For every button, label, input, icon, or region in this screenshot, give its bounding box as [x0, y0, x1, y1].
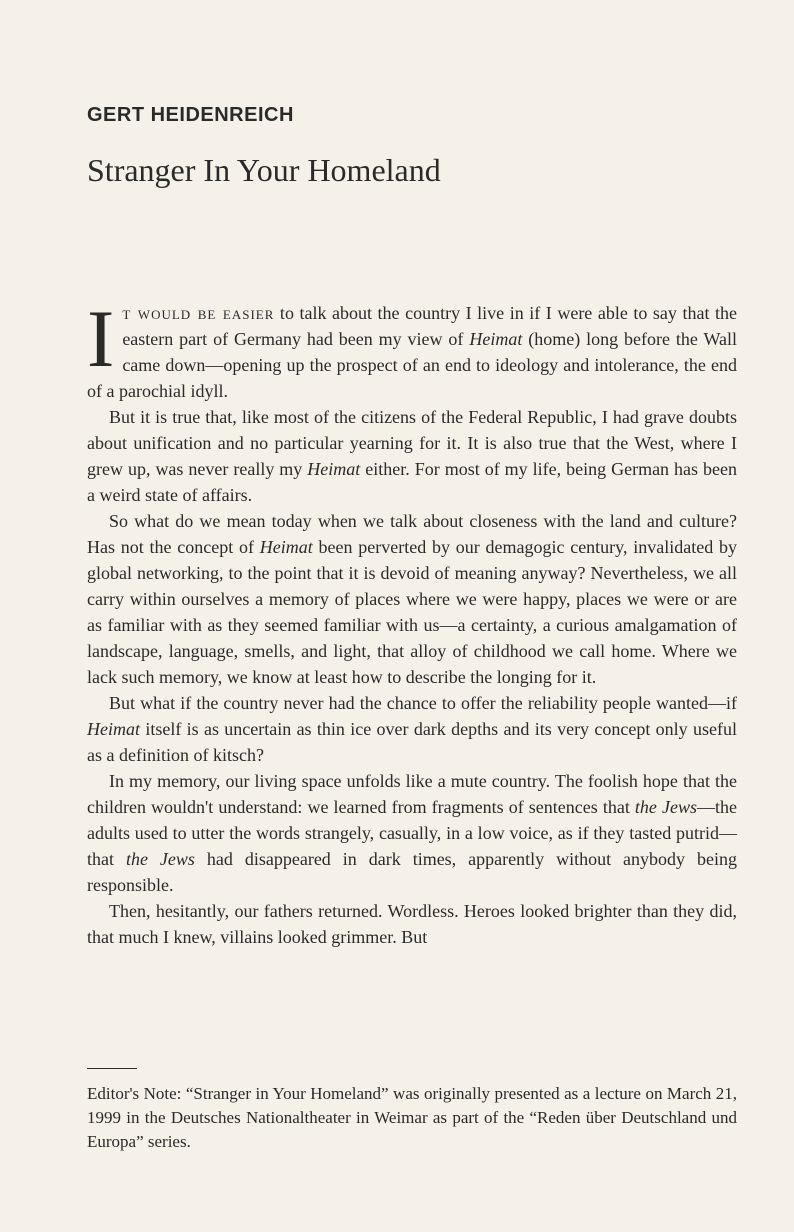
author-name: GERT HEIDENREICH	[87, 104, 294, 126]
paragraph-5-text-3: had disappeared in dark times, apparently without anybody being responsible.	[87, 849, 738, 895]
editor-footnote	[87, 1082, 737, 1154]
paragraph-1-text: to talk about the country I live in if I were able to say that the eastern part of Germany had been my view of	[122, 303, 737, 349]
paragraph-2	[87, 404, 737, 508]
paragraph-3	[87, 508, 737, 690]
italic-heimat: Heimat	[259, 537, 313, 557]
paragraph-3-text-2: been perverted by our demagogic century, invalidated by global networking, to the point that it is devoid of meaning anyway? Nevertheless, we all carry within ourselves a memory of places where we were happy, places we were or are as familiar with as they seemed familiar with us—a certainty, a curious amalgamation of landscape, language, smells, and light, that alloy of childhood we call home. Where we lack such memory, we know at least how to describe the longing for it.	[87, 537, 737, 687]
paragraph-5	[87, 768, 737, 898]
paragraph-6: Then, hesitantly, our fathers returned. Wordless. Heroes looked brighter than they did, that much I knew, villains looked grimmer. But	[87, 901, 737, 947]
italic-heimat: Heimat	[307, 459, 361, 479]
paragraph-5-text-2: —the adults used to utter the words strangely, casually, in a low voice, as if they tasted putrid—that	[87, 797, 737, 869]
italic-the-jews: the Jews	[125, 849, 195, 869]
opening-small-caps: t would be easier	[122, 303, 275, 323]
paragraph-5-text: In my memory, our living space unfolds like a mute country. The foolish hope that the children wouldn't understand: we learned from fragments of sentences that	[87, 771, 737, 817]
paragraph-1-text-2: (home) long before the Wall came down—opening up the prospect of an end to ideology and intolerance, the end of a parochial idyll.	[87, 329, 737, 401]
paragraph-2-text: But it is true that, like most of the citizens of the Federal Republic, I had grave doubts about unification and no particular yearning for it. It is also true that the West, where I grew up, was never really my	[87, 407, 737, 479]
italic-heimat: Heimat	[469, 329, 523, 349]
paragraph-2-text-2: either. For most of my life, being German has been a weird state of affairs.	[87, 459, 737, 505]
italic-heimat: Heimat	[87, 719, 140, 739]
drop-cap: I	[87, 293, 115, 384]
paragraph-1	[87, 293, 737, 404]
essay-title: Stranger In Your Homeland	[87, 152, 441, 188]
paragraph-4-text-2: itself is as uncertain as thin ice over dark depths and its very concept only useful as a definition of kitsch?	[87, 719, 737, 765]
paragraph-4-text: But what if the country never had the chance to offer the reliability people wanted—if	[109, 693, 737, 713]
paragraph-3-text: So what do we mean today when we talk about closeness with the land and culture? Has not the concept of	[87, 511, 737, 557]
italic-the-jews: the Jews	[634, 797, 697, 817]
footnote-rule	[87, 1068, 137, 1069]
paragraph-4	[87, 690, 737, 768]
essay-body	[87, 293, 738, 950]
footnote-text: Editor's Note: “Stranger in Your Homeland” was originally presented as a lecture on March 21, 1999 in the Deutsches Nationaltheater in Weimar as part of the “Reden über Deutschland und Europa” series.	[87, 1084, 737, 1151]
